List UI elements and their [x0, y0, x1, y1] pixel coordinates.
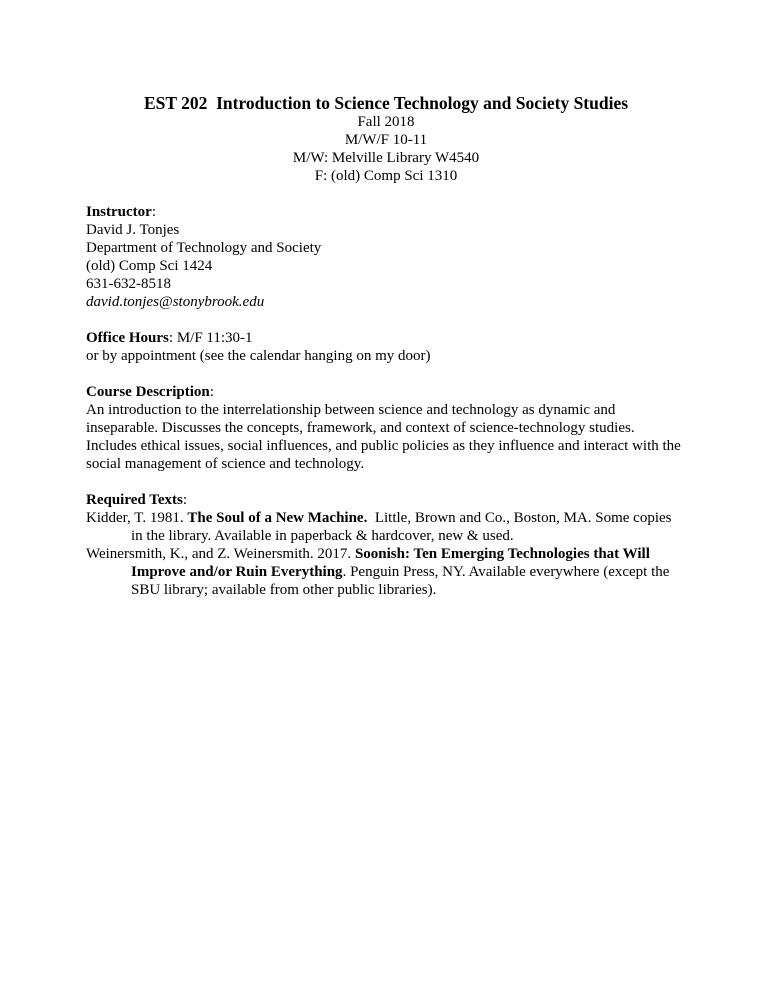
instructor-section	[86, 203, 686, 311]
text-citation-pre: Weinersmith, K., and Z. Weinersmith. 2017.	[86, 546, 355, 562]
required-text-entry-kidder	[86, 509, 686, 545]
instructor-phone: 631-632-8518	[86, 276, 171, 292]
required-texts-colon: :	[182, 492, 187, 508]
office-hours-note: or by appointment (see the calendar hanging on my door)	[86, 348, 431, 364]
required-texts-heading	[86, 491, 686, 509]
course-description-colon: :	[209, 384, 214, 400]
course-title: EST 202 Introduction to Science Technology and Society Studies	[143, 93, 629, 113]
location-mw-line: M/W: Melville Library W4540	[292, 150, 480, 166]
instructor-label: Instructor	[86, 204, 152, 220]
text-citation-post: . Penguin Press, NY. Available everywhere (except the SBU library; available from other public libraries).	[131, 564, 674, 598]
book-title: The Soul of a New Machine.	[187, 510, 368, 526]
document-header	[86, 93, 686, 185]
required-texts-section	[86, 491, 686, 599]
required-texts-label: Required Texts	[86, 492, 183, 508]
course-description-heading	[86, 383, 686, 401]
course-description-text: An introduction to the interrelationship between science and technology as dynamic and inseparable. Discusses the concepts, framework, and context of science-technology studies. Includes ethical issues, social influences, and public policies as they influence and interact with the social management of science and technology.	[86, 402, 685, 472]
instructor-label-colon: :	[151, 204, 156, 220]
term-line: Fall 2018	[357, 114, 415, 130]
instructor-department: Department of Technology and Society	[86, 240, 322, 256]
course-description-label: Course Description	[86, 384, 210, 400]
required-text-entry-weinersmith	[86, 545, 686, 599]
instructor-email: david.tonjes@stonybrook.edu	[86, 294, 265, 310]
office-hours-section	[86, 329, 686, 365]
text-citation-pre: Kidder, T. 1981.	[86, 510, 188, 526]
location-f-line: F: (old) Comp Sci 1310	[314, 168, 458, 184]
instructor-office: (old) Comp Sci 1424	[86, 258, 213, 274]
instructor-heading	[86, 203, 686, 221]
course-description-section	[86, 383, 686, 473]
office-hours-label: Office Hours	[86, 330, 169, 346]
book-title: Soonish: Ten Emerging Technologies that Will Improve and/or Ruin Everything	[131, 546, 654, 580]
instructor-name: David J. Tonjes	[86, 222, 180, 238]
office-hours-times: : M/F 11:30-1	[168, 330, 253, 346]
text-citation-post: Little, Brown and Co., Boston, MA. Some copies in the library. Available in paperback & hardcover, new & used.	[131, 510, 676, 544]
schedule-line: M/W/F 10-11	[344, 132, 428, 148]
office-hours-line	[86, 329, 686, 347]
